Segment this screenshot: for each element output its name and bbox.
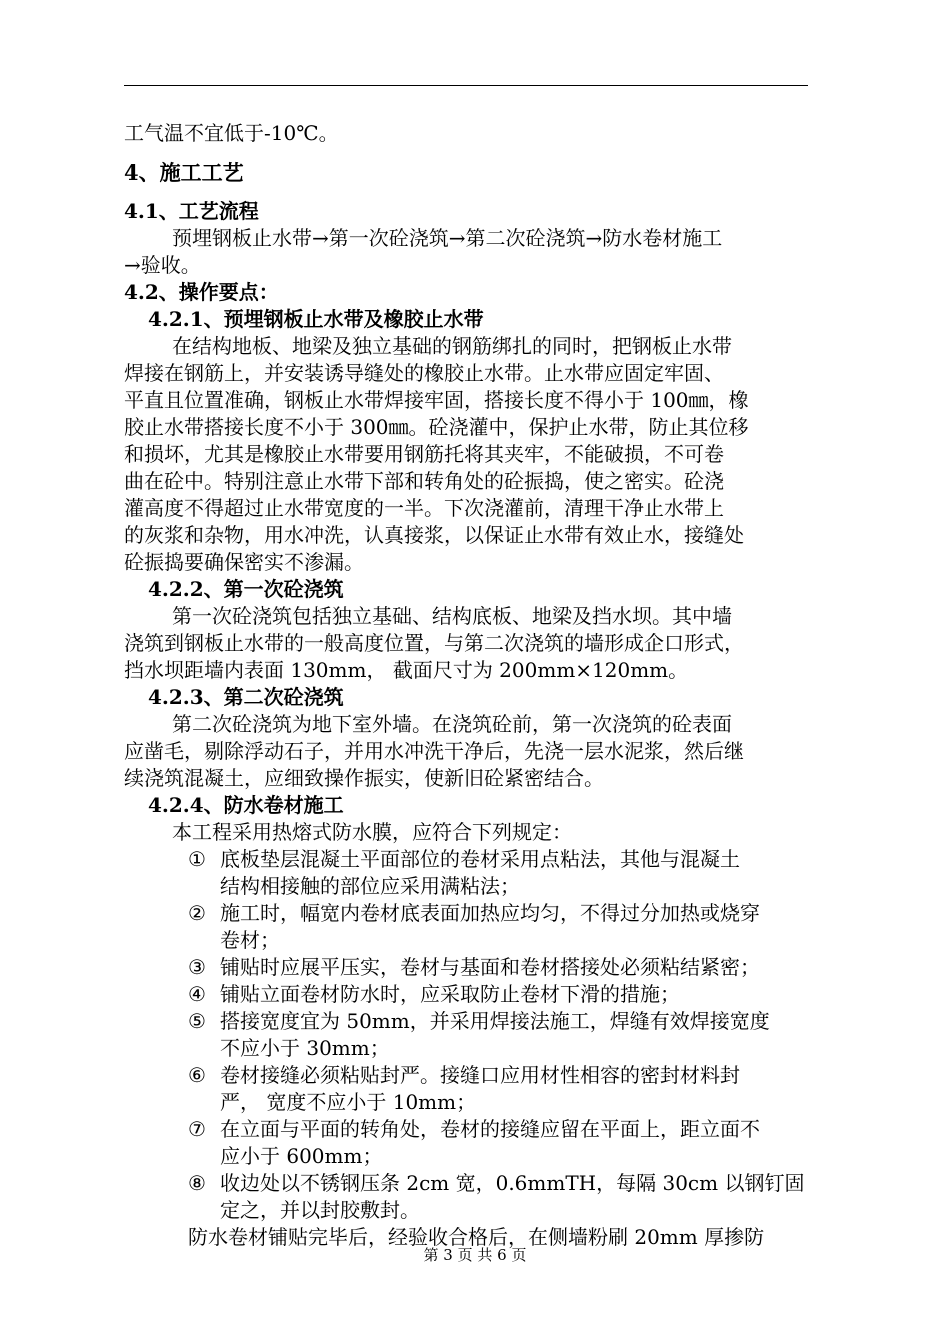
paragraph: 第一次砼浇筑包括独立基础、结构底板、地梁及挡水坝。其中墙: [172, 604, 732, 628]
paragraph: 平直且位置准确，钢板止水带焊接牢固，搭接长度不得小于 100㎜，橡: [124, 388, 749, 412]
list-text: 结构相接触的部位应采用满粘法；: [220, 874, 520, 898]
header-rule: [124, 85, 808, 86]
paragraph: 续浇筑混凝土，应细致操作振实，使新旧砼紧密结合。: [124, 766, 604, 790]
list-number: ③: [188, 955, 206, 979]
list-text: 不应小于 30mm；: [220, 1036, 390, 1060]
list-item: [124, 1170, 814, 1224]
numbered-list: [124, 846, 814, 1224]
list-item: [124, 846, 814, 900]
list-text: 定之，并以封胶敷封。: [220, 1198, 420, 1222]
paragraph: 工气温不宜低于-10℃。: [124, 121, 339, 145]
list-item: [124, 1008, 814, 1062]
paragraph: 的灰浆和杂物，用水冲洗，认真接浆，以保证止水带有效止水，接缝处: [124, 523, 744, 547]
list-text: 铺贴立面卷材防水时，应采取防止卷材下滑的措施；: [220, 982, 680, 1006]
list-text: 卷材接缝必须粘贴封严。接缝口应用材性相容的密封材料封: [220, 1063, 740, 1087]
list-item: [124, 1116, 814, 1170]
paragraph: 焊接在钢筋上，并安装诱导缝处的橡胶止水带。止水带应固定牢固、: [124, 361, 724, 385]
sub-subsection-heading: 4.2.4、防水卷材施工: [148, 793, 344, 817]
paragraph: 本工程采用热熔式防水膜，应符合下列规定：: [172, 820, 572, 844]
list-item: [124, 900, 814, 954]
list-text: 底板垫层混凝土平面部位的卷材采用点粘法，其他与混凝土: [220, 847, 740, 871]
list-number: ⑧: [188, 1171, 206, 1195]
subsection-heading: 4.2、操作要点：: [124, 280, 279, 304]
paragraph: 应凿毛，剔除浮动石子，并用水冲洗干净后，先浇一层水泥浆，然后继: [124, 739, 744, 763]
subsection-heading: 4.1、工艺流程: [124, 199, 259, 223]
paragraph: →验收。: [124, 253, 201, 277]
list-item: [124, 1062, 814, 1116]
list-number: ⑦: [188, 1117, 206, 1141]
paragraph: 预埋钢板止水带→第一次砼浇筑→第二次砼浇筑→防水卷材施工: [172, 226, 723, 250]
list-number: ①: [188, 847, 206, 871]
list-text: 搭接宽度宜为 50mm，并采用焊接法施工，焊缝有效焊接宽度: [220, 1009, 770, 1033]
list-text: 应小于 600mm；: [220, 1144, 383, 1168]
list-text: 严， 宽度不应小于 10mm；: [220, 1090, 477, 1114]
list-item: [124, 954, 814, 981]
sub-subsection-heading: 4.2.2、第一次砼浇筑: [148, 577, 344, 601]
paragraph: 第二次砼浇筑为地下室外墙。在浇筑砼前，第一次浇筑的砼表面: [172, 712, 732, 736]
list-text: 在立面与平面的转角处，卷材的接缝应留在平面上，距立面不: [220, 1117, 760, 1141]
list-number: ④: [188, 982, 206, 1006]
list-text: 施工时，幅宽内卷材底表面加热应均匀，不得过分加热或烧穿: [220, 901, 760, 925]
list-number: ②: [188, 901, 206, 925]
sub-subsection-heading: 4.2.3、第二次砼浇筑: [148, 685, 344, 709]
list-text: 卷材；: [220, 928, 280, 952]
paragraph: 挡水坝距墙内表面 130mm， 截面尺寸为 200mm×120mm。: [124, 658, 689, 682]
list-number: ⑥: [188, 1063, 206, 1087]
sub-subsection-heading: 4.2.1、预埋钢板止水带及橡胶止水带: [148, 307, 484, 331]
paragraph: 曲在砼中。特别注意止水带下部和转角处的砼振捣，使之密实。砼浇: [124, 469, 724, 493]
list-item: [124, 981, 814, 1008]
list-text: 铺贴时应展平压实，卷材与基面和卷材搭接处必须粘结紧密；: [220, 955, 760, 979]
list-number: ⑤: [188, 1009, 206, 1033]
document-body: [124, 120, 814, 1251]
paragraph: 灌高度不得超过止水带宽度的一半。下次浇灌前，清理干净止水带上: [124, 496, 724, 520]
paragraph: 浇筑到钢板止水带的一般高度位置，与第二次浇筑的墙形成企口形式，: [124, 631, 744, 655]
paragraph: 防水卷材铺贴完毕后，经验收合格后，在侧墙粉刷 20mm 厚掺防: [188, 1225, 765, 1249]
paragraph: 在结构地板、地梁及独立基础的钢筋绑扎的同时，把钢板止水带: [172, 334, 732, 358]
page-footer: 第 3 页 共 6 页: [423, 1246, 527, 1264]
paragraph: 和损坏，尤其是橡胶止水带要用钢筋托将其夹牢，不能破损，不可卷: [124, 442, 724, 466]
paragraph: 砼振捣要确保密实不渗漏。: [124, 550, 364, 574]
section-heading: 4、施工工艺: [124, 160, 244, 185]
paragraph: 胶止水带搭接长度不小于 300㎜。砼浇灌中，保护止水带，防止其位移: [124, 415, 749, 439]
list-text: 收边处以不锈钢压条 2cm 宽，0.6mmTH，每隔 30cm 以钢钉固: [220, 1171, 805, 1195]
